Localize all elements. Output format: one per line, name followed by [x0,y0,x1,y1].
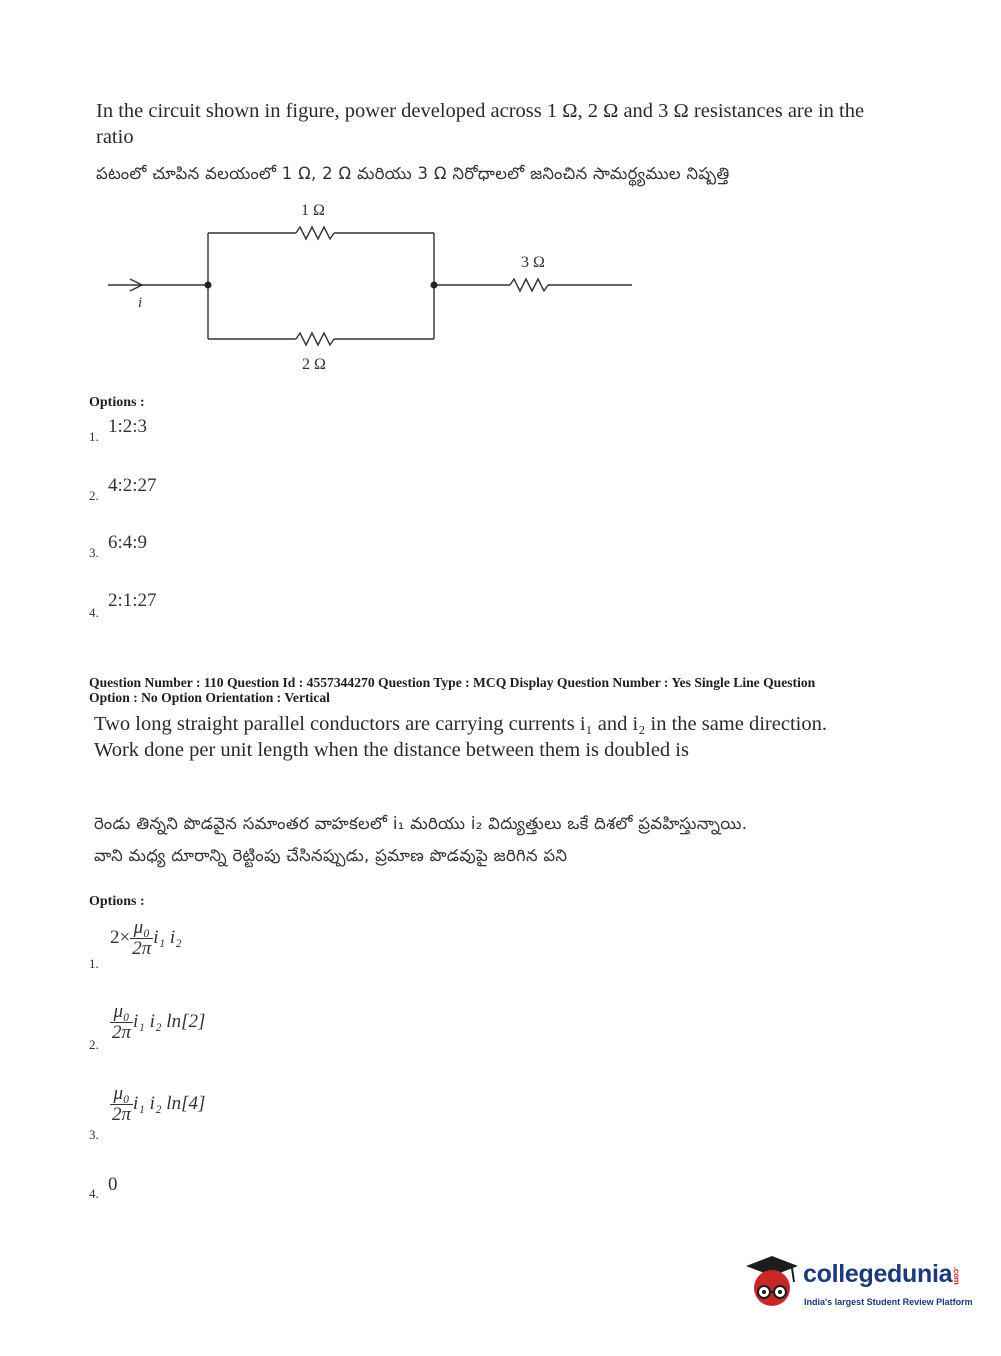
option-value: 1:2:3 [108,416,148,437]
option-number: 3. [89,1127,99,1142]
option-formula [110,1084,205,1125]
resistor-1-ohm [296,227,334,239]
fraction [110,1002,133,1043]
option-number: 4. [89,605,99,620]
option-value: 2:1:27 [108,590,157,611]
label-1-ohm: 1 Ω [301,202,325,219]
option-value: 6:4:9 [108,532,148,553]
denominator: 2π [112,1021,132,1043]
option-number: 1. [89,429,99,444]
circuit-diagram [100,195,640,375]
denominator: 2π [112,1103,132,1125]
junction-right [431,282,438,289]
denominator: 2π [132,937,152,959]
option-number: 2. [89,488,99,503]
telugu-line-2: వాని మధ్య దూరాన్ని రెట్టింపు చేసినప్పుడు, ప్రమాణ పొడవుపై జరిగిన పని [94,846,568,865]
question-110-line-1: Two long straight parallel conductors are carrying currents i₁ and i₂ in the same direction. [94,713,827,735]
option-number: 3. [89,545,99,560]
collegedunia-logo[interactable] [742,1252,972,1314]
formula-suffix: i₁ i₂ ln[4] [133,1092,206,1114]
label-3-ohm: 3 Ω [521,254,545,271]
option-number: 2. [89,1037,99,1052]
brand-text: collegedunia [803,1260,953,1288]
resistor-2-ohm [296,333,334,345]
question-110-line-2: Work done per unit length when the distance between them is doubled is [94,739,689,761]
question-109-text: In the circuit shown in figure, power developed across 1 Ω, 2 Ω and 3 Ω resistances are in the ratio [96,100,865,148]
question-110-text-telugu [94,808,954,872]
option-number: 1. [89,956,99,971]
question-109-text-telugu: పటంలో చూపిన వలయంలో 1 Ω, 2 Ω మరియు 3 Ω నిరోధాలలో జనించిన సామర్థ్యముల నిష్పత్తి [96,164,730,183]
formula-prefix: 2× [110,926,131,948]
question-110-meta [89,675,969,705]
question-110-text [94,711,954,763]
numerator: μ₀ [110,1002,133,1023]
formula-suffix: i₁ i₂ ln[2] [133,1010,206,1032]
junction-left [205,282,212,289]
option-formula [110,918,182,959]
resistor-3-ohm [510,279,548,291]
mascot-icon [742,1252,800,1312]
meta-line-1: Question Number : 110 Question Id : 4557344270 Question Type : MCQ Display Question Number : Yes Single Line Question [89,675,816,690]
formula-suffix: i₁ i₂ [153,926,182,948]
label-current: i [138,295,143,311]
meta-line-2: Option : No Option Orientation : Vertical [89,690,330,705]
brand-name [803,1260,961,1289]
brand-tagline: India's largest Student Review Platform [804,1297,973,1307]
options-heading: Options : [89,395,145,410]
numerator: μ₀ [130,918,153,939]
numerator: μ₀ [110,1084,133,1105]
fraction [110,1084,133,1125]
option-value: 0 [108,1174,118,1195]
brand-tld: .com [952,1266,962,1285]
fraction [130,918,153,959]
option-formula [110,1002,205,1043]
label-2-ohm: 2 Ω [302,356,326,373]
option-number: 4. [89,1186,99,1201]
option-value: 4:2:27 [108,475,157,496]
options-heading: Options : [89,894,145,909]
telugu-line-1: రెండు తిన్నని పొడవైన సమాంతర వాహకలలో i₁ మరియు i₂ విద్యుత్తులు ఒకే దిశలో ప్రవహిస్తున్నాయి. [94,814,748,833]
